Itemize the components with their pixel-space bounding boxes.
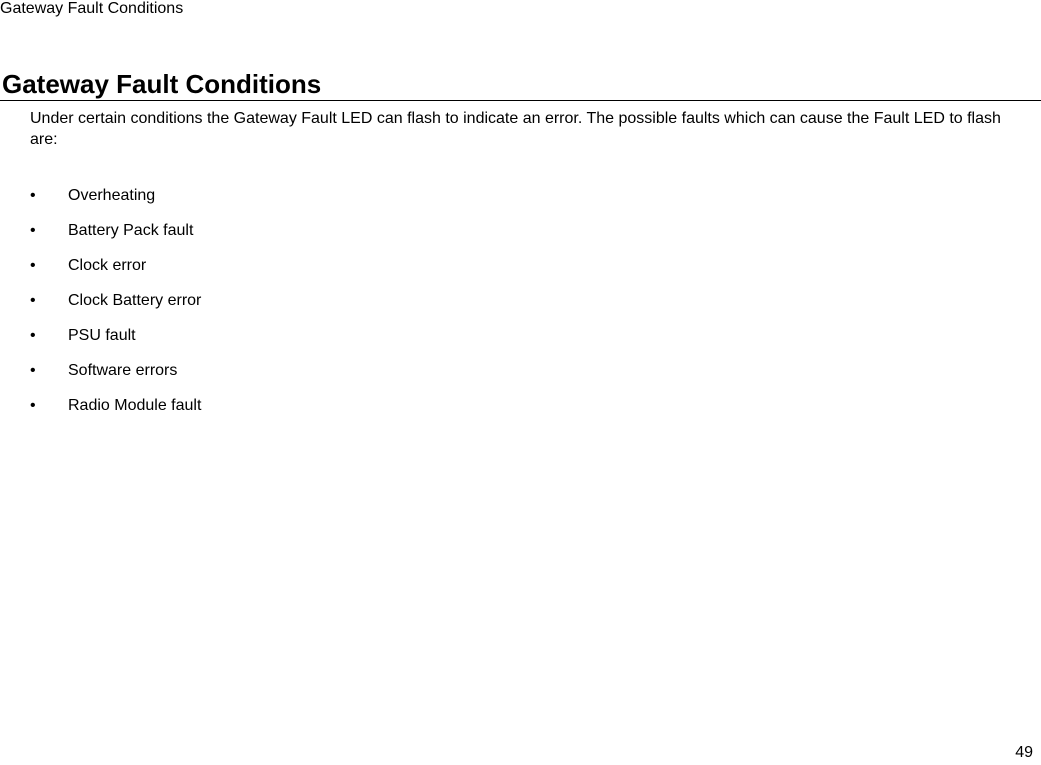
page-number: 49 <box>1015 744 1033 761</box>
fault-clock-battery: Clock Battery error <box>68 292 202 309</box>
fault-radio-module: Radio Module fault <box>68 397 202 414</box>
bullet-icon: • <box>30 397 36 414</box>
fault-overheating: Overheating <box>68 187 156 204</box>
bullet-icon: • <box>30 327 36 344</box>
section-title: Gateway Fault Conditions <box>2 69 322 99</box>
bullet-icon: • <box>30 222 36 239</box>
bullet-icon: • <box>30 257 36 274</box>
bullet-icon: • <box>30 362 36 379</box>
bullet-icon: • <box>30 292 36 309</box>
running-header: Gateway Fault Conditions <box>0 0 184 17</box>
fault-software: Software errors <box>68 362 178 379</box>
title-divider <box>0 100 1041 101</box>
fault-clock-error: Clock error <box>68 257 147 274</box>
fault-battery-pack: Battery Pack fault <box>68 222 194 239</box>
intro-paragraph: Under certain conditions the Gateway Fault LED can flash to indicate an error. The possible faults which can cause the Fault LED to flash are: <box>30 110 1001 148</box>
bullet-icon: • <box>30 187 36 204</box>
fault-psu: PSU fault <box>68 327 136 344</box>
